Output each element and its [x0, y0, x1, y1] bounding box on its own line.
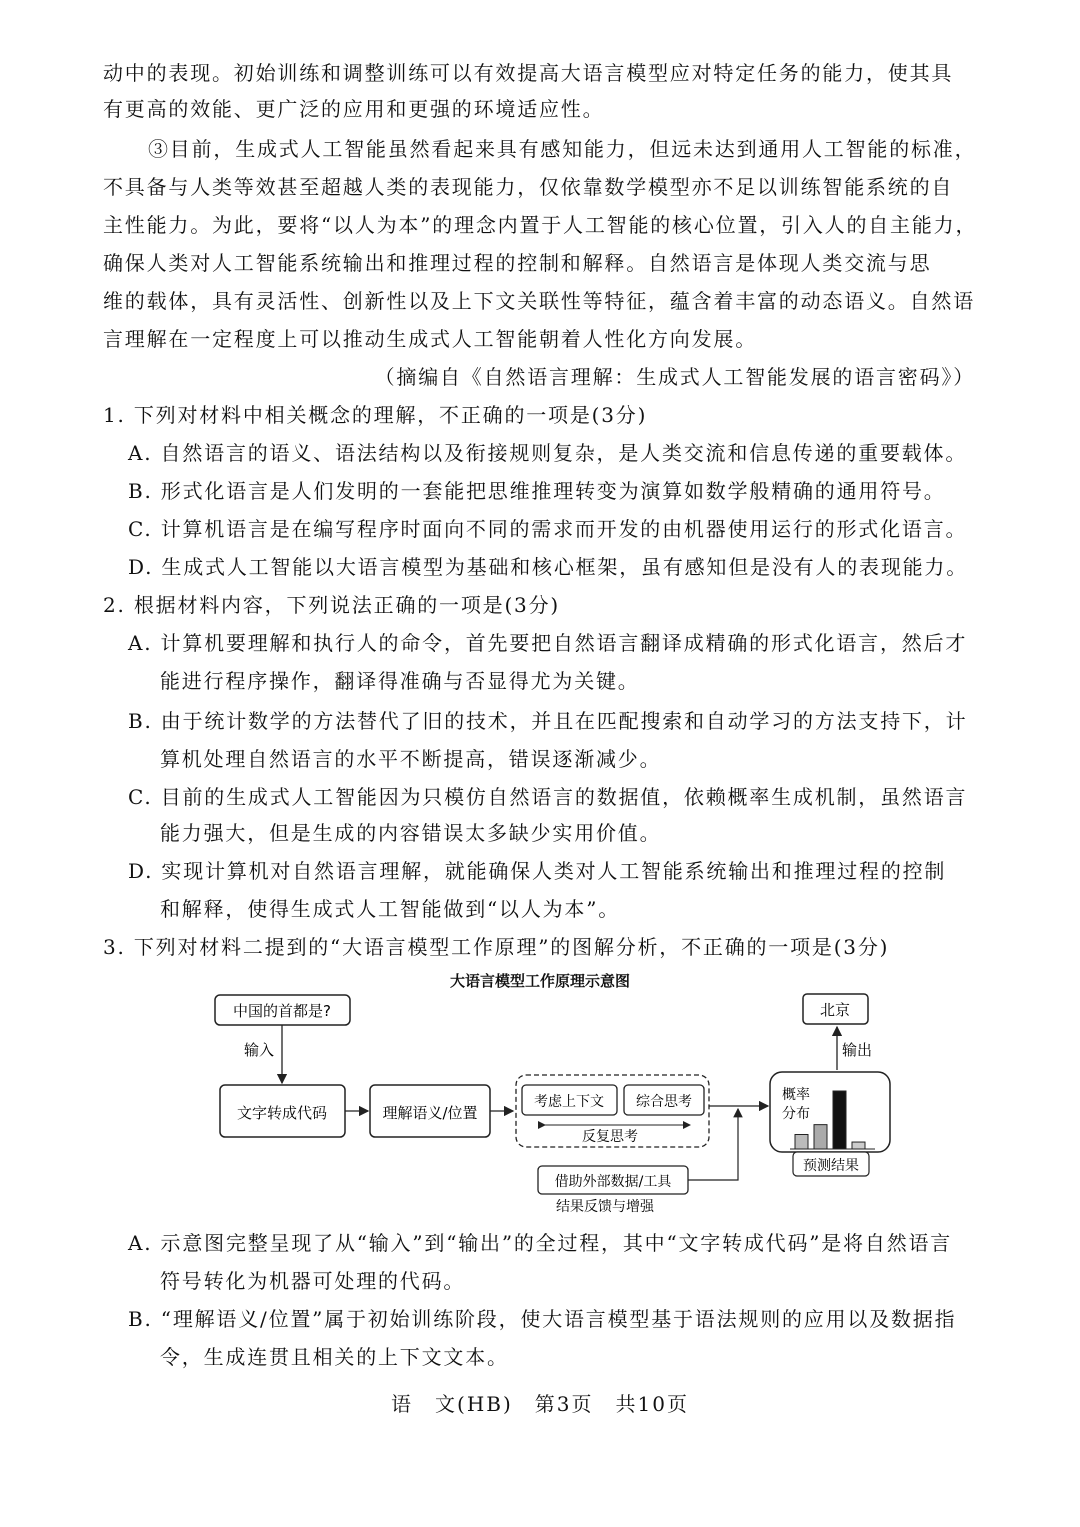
external-text: 借助外部数据/工具 — [554, 1174, 672, 1190]
q2-option-d: D. 实现计算机对自然语言理解，就能确保人类对人工智能系统输出和推理过程的控制 — [128, 859, 947, 883]
repeat-label: 反复思考 — [582, 1129, 638, 1145]
q2-option-d-cont: 和解释，使得生成式人工智能做到“以人为本”。 — [160, 897, 621, 921]
prob-label: 概率 — [782, 1087, 810, 1103]
q3-option-b-cont: 令，生成连贯且相关的上下文文本。 — [160, 1345, 509, 1369]
q3-option-b: B. “理解语义/位置”属于初始训练阶段，使大语言模型基于语法规则的应用以及数据指 — [128, 1307, 957, 1331]
probability-bar — [833, 1091, 846, 1149]
output-label: 输出 — [842, 1041, 873, 1059]
context-text: 考虑上下文 — [534, 1094, 604, 1110]
q3-option-a: A. 示意图完整呈现了从“输入”到“输出”的全过程，其中“文字转成代码”是将自然语言 — [128, 1231, 953, 1255]
q2-option-c: C. 目前的生成式人工智能因为只模仿自然语言的数据值，依赖概率生成机制，虽然语言 — [128, 785, 968, 809]
probability-bar — [814, 1125, 827, 1149]
figure-title: 大语言模型工作原理示意图 — [449, 972, 630, 990]
q2-stem: 2. 根据材料内容，下列说法正确的一项是(3分) — [103, 593, 560, 617]
probability-bar — [852, 1142, 865, 1149]
q2-option-b: B. 由于统计数学的方法替代了旧的技术，并且在匹配搜索和自动学习的方法支持下，计 — [128, 709, 968, 733]
passage-line: 动中的表现。初始训练和调整训练可以有效提高大语言模型应对特定任务的能力，使其具 — [103, 61, 954, 85]
q2-option-b-cont: 算机处理自然语言的水平不断提高，错误逐渐减少。 — [160, 747, 662, 771]
predict-text: 预测结果 — [803, 1158, 859, 1174]
q2-option-a: A. 计算机要理解和执行人的命令，首先要把自然语言翻译成精确的形式化语言，然后才 — [128, 631, 968, 655]
q1-option-d: D. 生成式人工智能以大语言模型为基础和核心框架，虽有感知但是没有人的表现能力。 — [128, 555, 969, 579]
input-label: 输入 — [244, 1041, 275, 1059]
passage-line: 有更高的效能、更广泛的应用和更强的环境适应性。 — [103, 97, 605, 121]
q1-stem: 1. 下列对材料中相关概念的理解，不正确的一项是(3分) — [103, 403, 648, 427]
q3-stem: 3. 下列对材料二提到的“大语言模型工作原理”的图解分析，不正确的一项是(3分) — [103, 935, 890, 959]
understand-text: 理解语义/位置 — [382, 1104, 478, 1122]
think-text: 综合思考 — [636, 1094, 692, 1110]
answer-text: 北京 — [819, 1001, 851, 1019]
passage-line: ③目前，生成式人工智能虽然看起来具有感知能力，但远未达到通用人工智能的标准， — [148, 137, 977, 161]
q1-option-c: C. 计算机语言是在编写程序时面向不同的需求而开发的由机器使用运行的形式化语言。 — [128, 517, 968, 541]
question-text: 中国的首都是? — [233, 1002, 331, 1020]
passage-line: 主性能力。为此，要将“以人为本”的理念内置于人工智能的核心位置，引入人的自主能力， — [103, 213, 978, 237]
passage-line: 言理解在一定程度上可以推动生成式人工智能朝着人性化方向发展。 — [103, 327, 757, 351]
passage-line: 确保人类对人工智能系统输出和推理过程的控制和解释。自然语言是体现人类交流与思 — [103, 251, 932, 275]
dist-label: 分布 — [782, 1106, 810, 1122]
llm-diagram — [0, 985, 1080, 1215]
q3-option-a-cont: 符号转化为机器可处理的代码。 — [160, 1269, 466, 1293]
feedback-label: 结果反馈与增强 — [556, 1199, 654, 1215]
q1-option-b: B. 形式化语言是人们发明的一套能把思维推理转变为演算如数学般精确的通用符号。 — [128, 479, 946, 503]
passage-source: （摘编自《自然语言理解：生成式人工智能发展的语言密码》） — [374, 365, 975, 389]
passage-line: 维的载体，具有灵活性、创新性以及上下文关联性等特征，蕴含着丰富的动态语义。自然语 — [103, 289, 975, 313]
page-footer: 语 文(HB) 第3页 共10页 — [391, 1392, 689, 1416]
q2-option-a-cont: 能进行程序操作，翻译得准确与否显得尤为关键。 — [160, 669, 640, 693]
encode-text: 文字转成代码 — [236, 1104, 328, 1122]
passage-line: 不具备与人类等效甚至超越人类的表现能力，仅依靠数学模型亦不足以训练智能系统的自 — [103, 175, 954, 199]
q1-option-a: A. 自然语言的语义、语法结构以及衔接规则复杂，是人类交流和信息传递的重要载体。 — [128, 441, 968, 465]
q2-option-c-cont: 能力强大，但是生成的内容错误太多缺少实用价值。 — [160, 821, 662, 845]
probability-bar — [795, 1135, 808, 1150]
